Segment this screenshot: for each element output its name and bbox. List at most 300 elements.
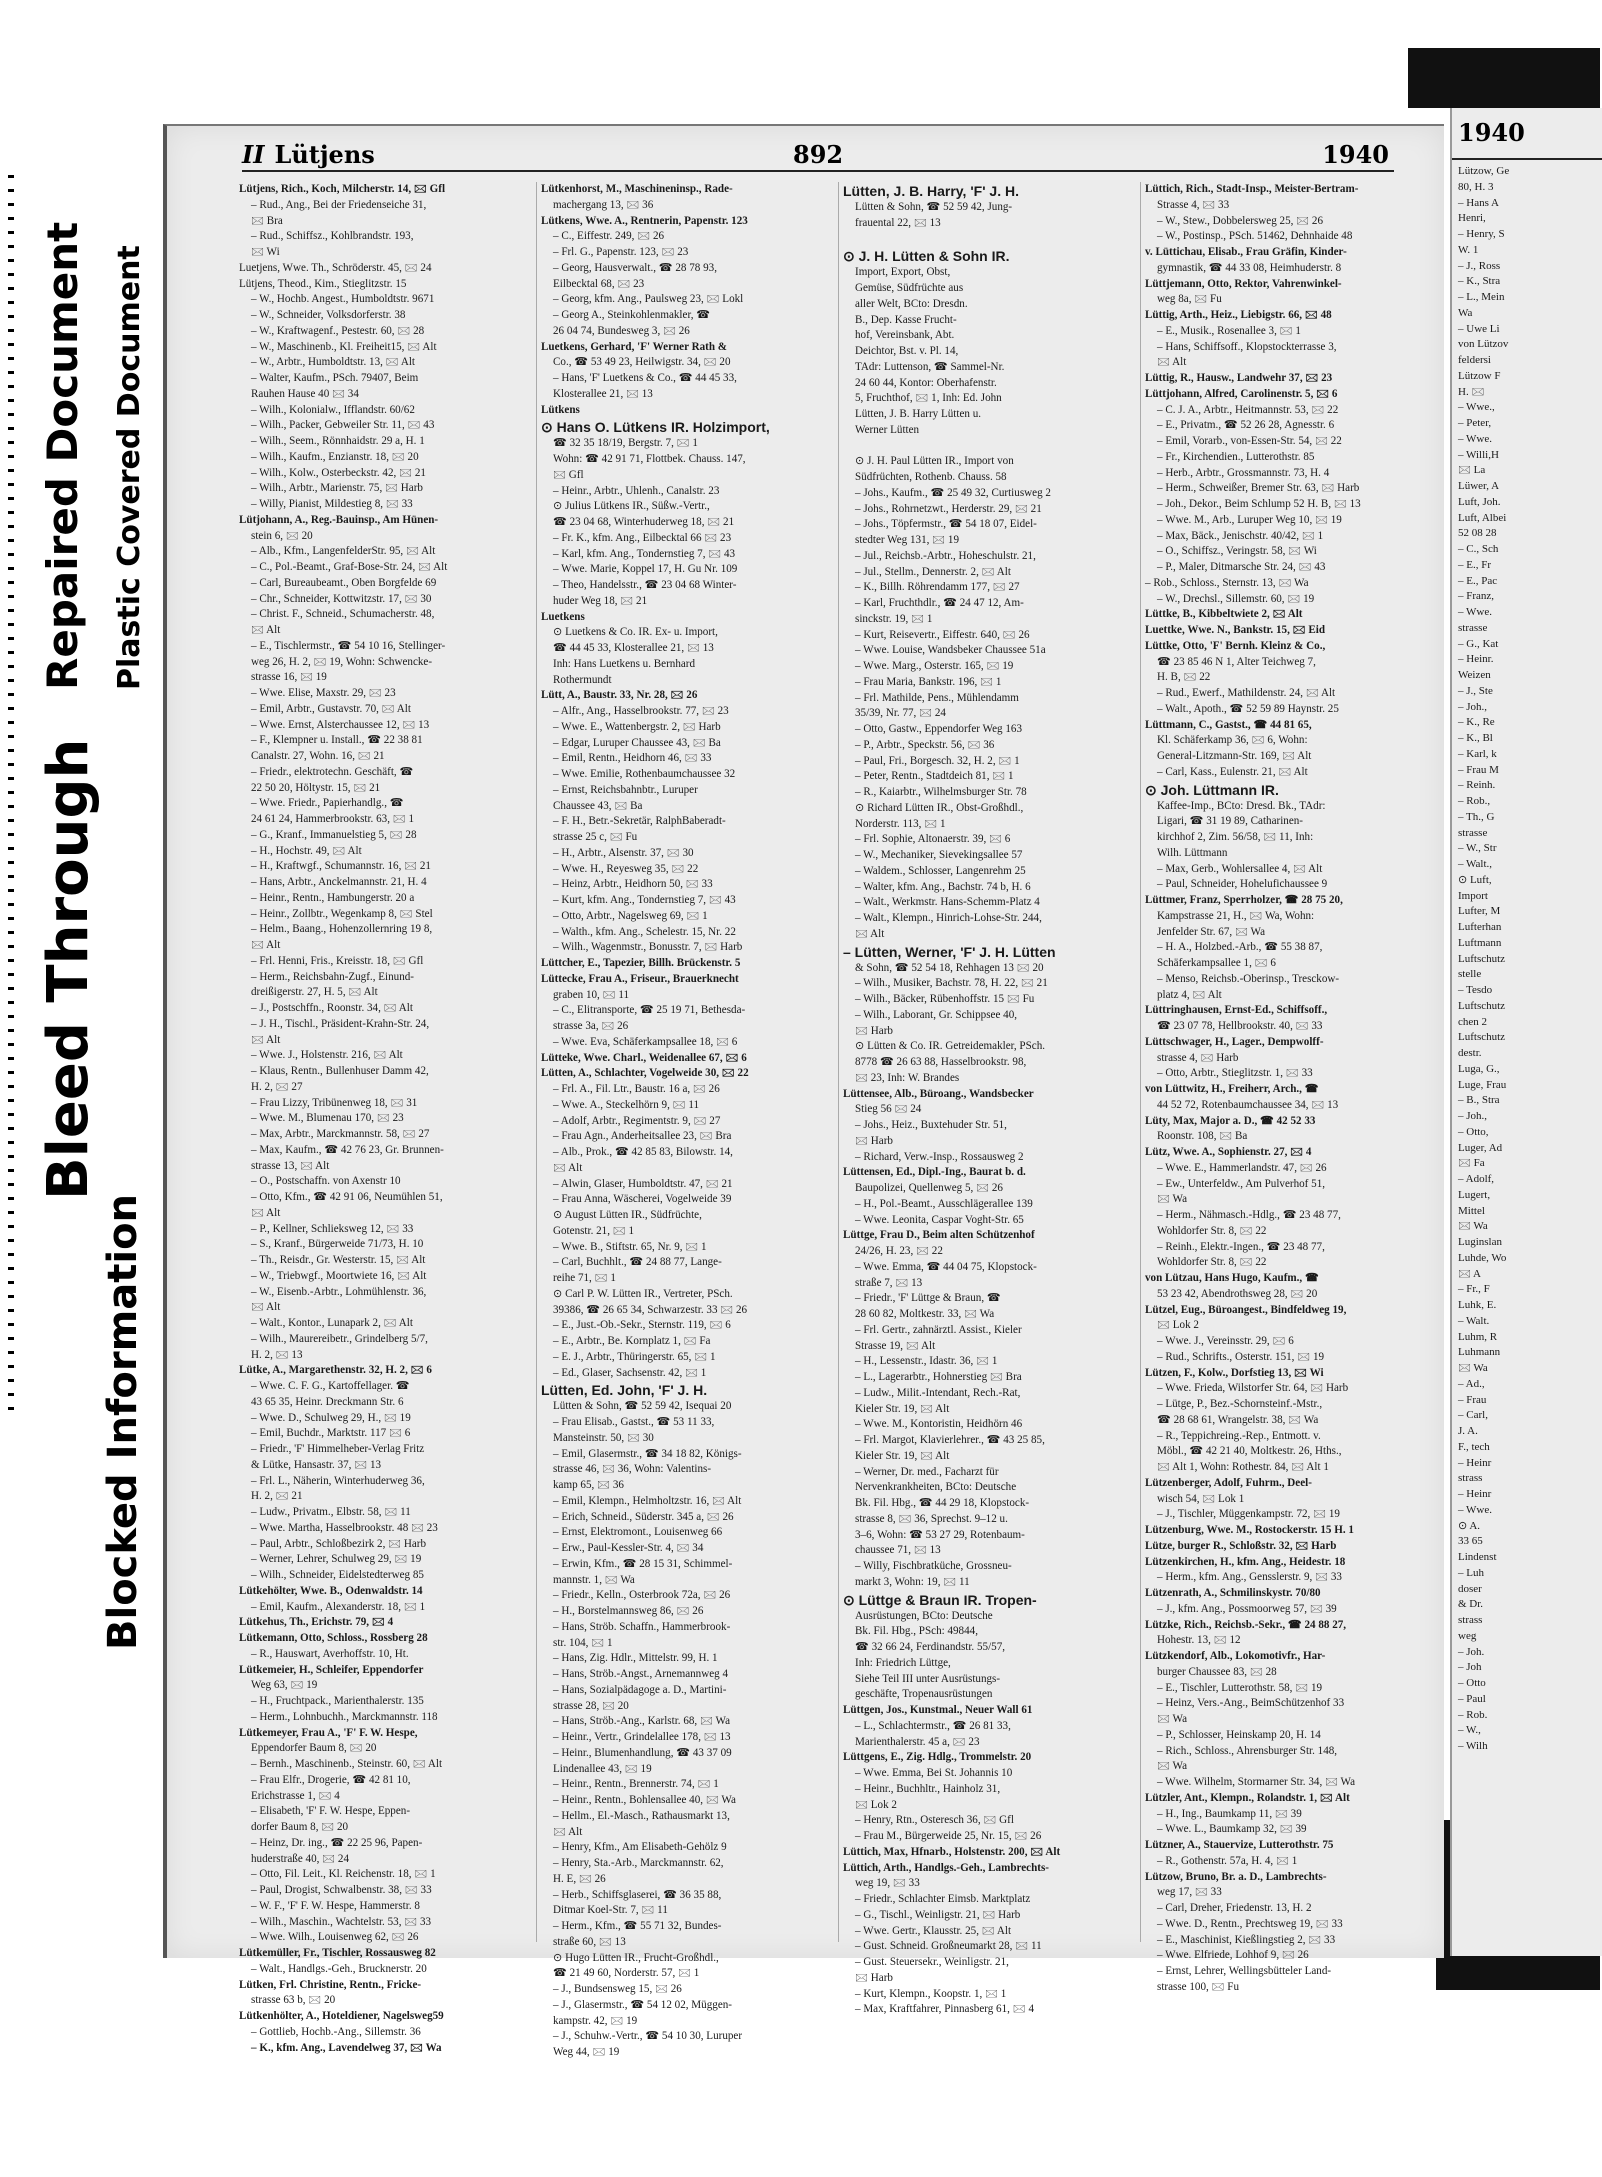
directory-entry: Deichtor, Bst. v. Pl. 14,	[855, 345, 959, 357]
directory-entry: Lüttgen, Jos., Kunstmal., Neuer Wall 61	[843, 1704, 1033, 1716]
directory-entry: – Karl, kfm. Ang., Tondernstieg 7, 🖂 43	[553, 547, 736, 560]
directory-entry: kirchhof 2, Zim. 56/58, 🖂 11, Inh:	[1157, 831, 1314, 843]
directory-entry: – Wwe. M., Arb., Luruper Weg 10, 🖂 19	[1157, 513, 1342, 526]
directory-entry: geschäfte, Tropenausrüstungen	[855, 1688, 993, 1701]
directory-entry: Möbl., ☎ 42 21 40, Moltkestr. 26, Hths.,	[1157, 1445, 1342, 1458]
directory-entry: markt 3, Wohn: 19, 🖂 11	[855, 1575, 970, 1588]
directory-entry: Lütkehölter, Wwe. B., Odenwaldstr. 14	[239, 1584, 423, 1597]
directory-entry: Lützel, Eug., Büroangest., Bindfeldweg 19,	[1145, 1303, 1347, 1316]
directory-entry: Lüttich, Rich., Stadt-Insp., Meister-Bertram-	[1145, 183, 1359, 195]
next-page-line: Lufterhan	[1458, 921, 1502, 933]
directory-entry: Roonstr. 108, 🖂 Ba	[1157, 1130, 1248, 1143]
next-page-line: – E., Pac	[1458, 574, 1498, 587]
directory-entry: – Carl, Dreher, Friedenstr. 13, H. 2	[1157, 1902, 1312, 1914]
directory-entry: straße 60, 🖂 13	[553, 1935, 626, 1948]
directory-entry: – Wwe. Gertr., Klausstr. 25, 🖂 Alt	[855, 1924, 1012, 1937]
next-page-line: – E., Fr	[1458, 558, 1491, 571]
directory-entry: Weg 44, 🖂 19	[553, 2046, 620, 2058]
next-page-line: destr.	[1458, 1047, 1482, 1059]
column-divider	[838, 182, 839, 1942]
next-page-line: – Rob.	[1458, 1708, 1488, 1721]
directory-entry: Eppendorfer Baum 8, 🖂 20	[251, 1742, 377, 1755]
directory-entry: – Wwe. E., Wattenbergstr. 2, 🖂 Harb	[553, 720, 721, 733]
directory-entry: ⊙ J. H. Paul Lütten IR., Import von	[855, 455, 1014, 468]
directory-entry: Lütt, A., Baustr. 33, Nr. 28, 🖂 26	[541, 689, 698, 702]
next-page-line: – Frau	[1458, 1393, 1487, 1406]
directory-entry: – Max, Kaufm., ☎ 42 76 23, Gr. Brunnen-	[251, 1143, 444, 1156]
next-page-line: – Carl,	[1458, 1409, 1488, 1422]
directory-entry: – Erwin, Kfm., ☎ 28 15 31, Schimmel-	[553, 1557, 733, 1570]
directory-entry: weg 26, H. 2, 🖂 19, Wohn: Schwencke-	[251, 655, 433, 668]
next-page-column	[1458, 164, 1509, 1755]
directory-entry: Erichstrasse 1, 🖂 4	[251, 1789, 340, 1802]
directory-entry: Lütken, Frl. Christine, Rentn., Fricke-	[239, 1978, 422, 1991]
directory-entry: strasse 16, 🖂 19	[251, 671, 327, 684]
directory-entry: – Frau Elfr., Drogerie, ☎ 42 81 10,	[251, 1773, 411, 1786]
directory-entry: Lüttcher, E., Tapezier, Billh. Brückenstr. 5	[541, 957, 741, 969]
directory-entry: – W., Schneider, Volksdorferstr. 38	[251, 309, 406, 321]
directory-entry: weg 8a, 🖂 Fu	[1157, 293, 1222, 306]
directory-entry: General-Litzmann-Str. 169, 🖂 Alt	[1157, 750, 1312, 762]
next-page-line: 🖂 La	[1458, 464, 1486, 477]
directory-entry: – W., Mechaniker, Sievekingsallee 57	[855, 849, 1023, 861]
directory-entry: – Frl. A., Fil. Ltr., Baustr. 16 a, 🖂 26	[553, 1083, 720, 1095]
directory-entry: Ligari, ☎ 31 19 89, Catharinen-	[1157, 815, 1303, 828]
next-page-edge	[1450, 108, 1602, 1956]
directory-entry: – Reinh., Elektr.-Ingen., ☎ 23 48 77,	[1157, 1240, 1325, 1253]
directory-entry: – Theo, Handelsstr., ☎ 23 04 68 Winter-	[553, 579, 737, 591]
directory-entry: Lütkemann, Otto, Schloss., Rossberg 28	[239, 1632, 428, 1644]
directory-entry: – Carl, Bureaubeamt., Oben Borgfelde 69	[251, 576, 437, 589]
directory-entry: – W., Arbtr., Humboldtstr. 13, 🖂 Alt	[251, 356, 415, 369]
directory-entry: – Max, Arbtr., Marckmannstr. 58, 🖂 27	[251, 1128, 430, 1140]
directory-entry: – Friedr., Kelln., Osterbrook 72a, 🖂 26	[553, 1589, 731, 1602]
directory-entry: Wohn: ☎ 42 91 71, Flottbek. Chauss. 147,	[553, 453, 746, 465]
directory-entry: – Herb., Schiffsglaserei, ☎ 36 35 88,	[553, 1888, 722, 1901]
directory-entry: – Herm., Kfm., ☎ 55 71 32, Bundes-	[553, 1920, 722, 1932]
directory-entry: 24 61 24, Hammerbrookstr. 63, 🖂 1	[251, 813, 415, 825]
directory-entry: – Alb., Prok., ☎ 42 85 83, Bilowstr. 14,	[553, 1146, 733, 1158]
directory-entry: 28 60 82, Moltkestr. 33, 🖂 Wa	[855, 1308, 995, 1320]
directory-entry: Inh: Friedrich Lüttge,	[855, 1656, 951, 1669]
directory-entry: ⊙ Luetkens & Co. IR. Ex- u. Import,	[553, 626, 718, 639]
directory-entry: – Alwin, Glaser, Humboldtstr. 47, 🖂 21	[553, 1177, 733, 1190]
directory-entry: – W., Kraftwagenf., Pestestr. 60, 🖂 28	[251, 324, 425, 337]
directory-entry: Lindenallee 43, 🖂 19	[553, 1762, 652, 1775]
directory-entry: – L., Schlachtermstr., ☎ 26 81 33,	[855, 1719, 1011, 1732]
label-bleed-through: Bleed Through	[36, 738, 101, 1200]
directory-entry: Kieler Str. 19, 🖂 Alt	[855, 1449, 950, 1462]
header-year: 1940	[1322, 140, 1389, 169]
directory-entry: Lüttjohann, Alfred, Carolinenstr. 5, 🖂 6	[1145, 387, 1338, 400]
directory-entry: – E., Musik., Rosenallee 3, 🖂 1	[1157, 324, 1301, 337]
directory-entry: – Walt., Klempn., Hinrich-Lohse-Str. 244,	[855, 912, 1042, 924]
directory-entry: – Wwe. H., Reyesweg 35, 🖂 22	[553, 862, 699, 875]
next-page-line: – Karl, k	[1458, 747, 1497, 760]
directory-entry: – E., Tischler, Lutterothstr. 58, 🖂 19	[1157, 1681, 1323, 1694]
directory-entry: strasse 63 b, 🖂 20	[251, 1994, 336, 2007]
directory-entry: Chaussee 43, 🖂 Ba	[553, 799, 643, 812]
directory-entry: – Hans, Ströb.-Angst., Arnemannweg 4	[553, 1668, 729, 1680]
directory-entry: – Frl. Margot, Klavierlehrer., ☎ 43 25 85,	[855, 1434, 1045, 1446]
directory-entry: wisch 54, 🖂 Lok 1	[1157, 1492, 1245, 1505]
directory-entry: – O., Schiffsz., Veringstr. 58, 🖂 Wi	[1157, 545, 1317, 558]
next-page-line: – Joh.	[1458, 1645, 1485, 1658]
directory-entry: – Alb., Kfm., LangenfelderStr. 95, 🖂 Alt	[251, 545, 436, 558]
directory-entry: & Lütke, Hansastr. 37, 🖂 13	[251, 1458, 382, 1471]
directory-entry: machergang 13, 🖂 36	[553, 198, 654, 211]
directory-entry: Lütteke, Wwe. Charl., Weidenallee 67, 🖂 6	[541, 1051, 747, 1064]
directory-page	[163, 124, 1444, 2058]
next-page-line: Luginslan	[1458, 1236, 1502, 1248]
directory-entry: – Wwe. M., Blumenau 170, 🖂 23	[251, 1112, 404, 1125]
next-page-line: chen 2	[1458, 1015, 1488, 1028]
next-page-line: – K., Bl	[1458, 732, 1493, 744]
directory-entry: Hohestr. 13, 🖂 12	[1157, 1634, 1241, 1647]
next-page-line: – J., Ste	[1458, 684, 1493, 697]
directory-entry: – Wwe. Elfriede, Lohhof 9, 🖂 26	[1157, 1949, 1309, 1962]
directory-entry: strasse 100, 🖂 Fu	[1157, 1980, 1240, 1993]
directory-entry: – Wilh., Packer, Gebweiler Str. 11, 🖂 43	[251, 419, 435, 432]
directory-entry: 🖂 Alt 1, Wohn: Rothestr. 84, 🖂 Alt 1	[1157, 1461, 1329, 1473]
column-divider	[536, 182, 537, 1942]
next-page-line: Luge, Frau	[1458, 1078, 1507, 1091]
directory-entry: – Wwe. Friedr., Papierhandlg., ☎	[251, 797, 404, 810]
directory-entry: – Emil, Klempn., Helmholtzstr. 16, 🖂 Alt	[553, 1494, 742, 1507]
directory-entry: – Elisabeth, 'F' F. W. Hespe, Eppen-	[251, 1805, 411, 1818]
directory-entry: – Wilh., Kaufm., Enzianstr. 18, 🖂 20	[251, 450, 419, 463]
directory-entry: – Willy, Pianist, Mildestieg 8, 🖂 33	[251, 498, 413, 510]
next-page-line: Luga, G.,	[1458, 1062, 1500, 1075]
directory-entry: – Herm., Lohnbuchh., Marckmannstr. 118	[251, 1710, 438, 1723]
directory-entry: – Frau M., Bürgerweide 25, Nr. 15, 🖂 26	[855, 1830, 1042, 1842]
directory-entry: ☎ 23 85 46 N 1, Alter Teichweg 7,	[1157, 655, 1316, 668]
directory-entry: – C., Pol.-Beamt., Graf-Bose-Str. 24, 🖂 Alt	[251, 561, 448, 573]
directory-entry: Lütjohann, A., Reg.-Bauinsp., Am Hünen-	[239, 513, 439, 526]
directory-entry: Stieg 56 🖂 24	[855, 1103, 922, 1116]
directory-entry: – Kurt, Reisevertr., Eiffestr. 640, 🖂 26	[855, 628, 1030, 641]
directory-entry: – Herm., Reichsbahn-Zugf., Einund-	[251, 970, 414, 983]
directory-entry: Import, Export, Obst,	[855, 266, 951, 279]
directory-entry: – Wwe. C. F. G., Kartoffellager. ☎	[251, 1380, 410, 1392]
next-page-line: – Tesdo	[1458, 984, 1493, 996]
next-page-line: strasse	[1458, 621, 1488, 634]
directory-entry: 5, Fruchthof, 🖂 1, Inh: Ed. John	[855, 392, 1002, 405]
directory-entry: – Erich, Schneid., Süderstr. 345 a, 🖂 26	[553, 1510, 734, 1523]
next-page-line: H. 🖂	[1458, 385, 1485, 398]
directory-entry: – Wwe. Wilh., Louisenweg 62, 🖂 26	[251, 1931, 419, 1944]
next-page-line: & Dr.	[1458, 1598, 1484, 1611]
directory-entry: – H., Fruchtpack., Marienthalerstr. 135	[251, 1695, 424, 1707]
directory-entry: – Menso, Reichsb.-Oberinsp., Tresckow-	[1157, 972, 1340, 985]
directory-entry: – Heinr., Blumenhandlung, ☎ 43 37 09	[553, 1746, 732, 1759]
directory-entry: – Frl. Henni, Fris., Kreisstr. 18, 🖂 Gfl	[251, 954, 424, 967]
directory-entry: Lützke, Rich., Reichsb.-Sekr., ☎ 24 88 27,	[1145, 1618, 1347, 1631]
directory-entry: – Heinr., Arbtr., Uhlenh., Canalstr. 23	[553, 484, 720, 497]
directory-entry: – Edgar, Luruper Chaussee 43, 🖂 Ba	[553, 736, 721, 749]
directory-entry: – Jul., Reichsb.-Arbtr., Hoheschulstr. 21,	[855, 549, 1036, 562]
directory-entry: – Walter, kfm. Ang., Bachstr. 74 b, H. 6	[855, 880, 1031, 893]
directory-entry: – Walter, Kaufm., PSch. 79407, Beim	[251, 372, 419, 384]
directory-entry: – Rud., Schrifts., Osterstr. 151, 🖂 19	[1157, 1350, 1325, 1363]
directory-entry: – J., kfm. Ang., Possmoorweg 57, 🖂 39	[1157, 1602, 1337, 1615]
directory-entry: ⊙ Hugo Lütten IR., Frucht-Großhdl.,	[553, 1951, 719, 1964]
directory-entry: H. E, 🖂 26	[553, 1872, 606, 1885]
directory-entry: 🖂 23, Inh: W. Brandes	[855, 1071, 960, 1084]
directory-entry: – P., Schlosser, Heinskamp 20, H. 14	[1157, 1728, 1321, 1741]
directory-entry: Lütkens	[541, 403, 580, 416]
directory-entry: – H., Kraftwgf., Schumannstr. 16, 🖂 21	[251, 860, 431, 873]
next-page-line: – Walt.,	[1458, 858, 1493, 870]
directory-entry: – Heinr., Zollbtr., Wegenkamp 8, 🖂 Stel	[251, 907, 433, 920]
directory-entry: straße 7, 🖂 13	[855, 1276, 923, 1289]
directory-entry: ⊙ Hans O. Lütkens IR. Holzimport,	[541, 419, 770, 436]
directory-column-4	[1145, 182, 1435, 1993]
directory-entry: – Wilh., Laborant, Gr. Schippsee 40,	[855, 1008, 1018, 1021]
directory-entry: Norderstr. 113, 🖂 1	[855, 817, 946, 830]
directory-entry: Lüttge, Frau D., Beim alten Schützenhof	[843, 1229, 1035, 1242]
directory-entry: ☎ 28 68 61, Wrangelstr. 38, 🖂 Wa	[1157, 1413, 1319, 1426]
directory-entry: – Heinr., Buchhltr., Hainholz 31,	[855, 1782, 1001, 1795]
page-header	[167, 134, 1444, 174]
header-name: Lütjens	[274, 140, 375, 169]
directory-entry: Lütten, J. B. Harry Lütten u.	[855, 408, 982, 420]
directory-entry: – Gottlieb, Hochb.-Ang., Sillemstr. 36	[251, 2025, 421, 2038]
directory-entry: – C. J. A., Arbtr., Heitmannstr. 53, 🖂 22	[1157, 403, 1339, 416]
directory-entry: Canalstr. 27, Wohn. 16, 🖂 21	[251, 750, 385, 762]
next-page-line: – W.,	[1458, 1724, 1481, 1737]
next-page-line: 80, H. 3	[1458, 180, 1494, 193]
directory-entry: – H., Hochstr. 49, 🖂 Alt	[251, 844, 362, 857]
directory-entry: – Wwe. Ernst, Alsterchaussee 12, 🖂 13	[251, 718, 430, 731]
next-page-line: – L., Mein	[1458, 291, 1505, 303]
directory-entry: – Emil, Glasermstr., ☎ 34 18 82, Königs-	[553, 1447, 742, 1460]
directory-entry: Gotenstr. 21, 🖂 1	[553, 1224, 635, 1237]
next-page-line: – Joh.,	[1458, 700, 1488, 713]
directory-entry: 43 65 35, Heinr. Dreckmann Str. 6	[251, 1395, 404, 1408]
directory-entry: H. 2, 🖂 13	[251, 1348, 303, 1361]
directory-entry: Lützler, Ant., Klempn., Rolandstr. 1, 🖂 Alt	[1145, 1791, 1350, 1804]
next-page-line: J. A.	[1458, 1425, 1478, 1437]
directory-entry: kampstr. 42, 🖂 19	[553, 2014, 638, 2027]
next-page-line: strass	[1458, 1472, 1483, 1485]
directory-entry: – Herb., Arbtr., Grossmannstr. 73, H. 4	[1157, 466, 1330, 479]
directory-entry: Südfrüchten, Rothenb. Chauss. 58	[855, 471, 1007, 483]
directory-entry: – Werner, Dr. med., Facharzt für	[855, 1465, 999, 1478]
directory-entry: – K., kfm. Ang., Lavendelweg 37, 🖂 Wa	[251, 2041, 442, 2054]
label-plastic-covered-document: Plastic Covered Document	[112, 245, 147, 690]
directory-entry: chaussee 71, 🖂 13	[855, 1544, 941, 1557]
directory-entry: Mansteinstr. 50, 🖂 30	[553, 1431, 654, 1444]
directory-entry: Lüttmann, C., Gastst., ☎ 44 81 65,	[1145, 718, 1312, 731]
directory-entry: Kl. Schäferkamp 36, 🖂 6, Wohn:	[1157, 734, 1308, 747]
directory-entry: – Kurt, kfm. Ang., Tondernstieg 7, 🖂 43	[553, 894, 736, 906]
directory-entry: Lüty, Max, Major a. D., ☎ 42 52 33	[1145, 1114, 1316, 1127]
directory-entry: – P., Maler, Ditmarsche Str. 24, 🖂 43	[1157, 561, 1326, 573]
directory-entry: Lütkehus, Th., Erichstr. 79, 🖂 4	[239, 1616, 394, 1629]
directory-entry: – Emil, Kaufm., Alexanderstr. 18, 🖂 1	[251, 1600, 426, 1613]
directory-entry: Nervenkrankheiten, BCto: Deutsche	[855, 1481, 1017, 1494]
next-page-line: stelle	[1458, 968, 1482, 981]
next-page-line: – Fr., F	[1458, 1283, 1490, 1296]
directory-entry: Lüttensen, Ed., Dipl.-Ing., Baurat b. d.	[843, 1166, 1026, 1179]
next-page-line: – Th., G	[1458, 810, 1495, 823]
directory-entry: – Frau Elisab., Gastst., ☎ 53 11 33,	[553, 1416, 715, 1428]
directory-entry: – Alfr., Ang., Hasselbrookstr. 77, 🖂 23	[553, 705, 729, 717]
directory-entry: – Emil, Buchdr., Marktstr. 117 🖂 6	[251, 1427, 411, 1440]
scan-tick-line	[8, 175, 14, 1415]
directory-entry: Lütten & Sohn, ☎ 52 59 42, Jung-	[855, 201, 1013, 213]
next-page-line: Luhmann	[1458, 1346, 1501, 1359]
directory-entry: – Frl. Sophie, Altonaerstr. 39, 🖂 6	[855, 833, 1011, 846]
directory-entry: Rauhen Hause 40 🖂 34	[251, 387, 359, 400]
directory-entry: – Walt., Werkmstr. Hans-Schemm-Platz 4	[855, 896, 1040, 909]
directory-entry: – Herm., Schweißer, Bremer Str. 63, 🖂 Harb	[1157, 482, 1360, 495]
directory-entry: 🖂 Alt	[251, 1206, 281, 1219]
directory-entry: 🖂 Wa	[1157, 1193, 1188, 1206]
directory-entry: Strasse 19, 🖂 Alt	[855, 1339, 936, 1352]
directory-entry: – Ludw., Milit.-Intendant, Rech.-Rat,	[855, 1386, 1021, 1399]
directory-entry: mannstr. 1, 🖂 Wa	[553, 1573, 635, 1586]
directory-entry: – Walt., Kontor., Lunapark 2, 🖂 Alt	[251, 1317, 413, 1329]
directory-entry: dreißigerstr. 27, H. 5, 🖂 Alt	[251, 986, 378, 999]
directory-entry: TAdr: Luttenson, ☎ Sammel-Nr.	[855, 360, 1005, 373]
directory-entry: Jenfelder Str. 67, 🖂 Wa	[1157, 925, 1266, 938]
directory-entry: – Rich., Schloss., Ahrensburger Str. 148,	[1157, 1744, 1338, 1757]
directory-entry: – Henry, Rtn., Osteresch 36, 🖂 Gfl	[855, 1814, 1014, 1827]
directory-entry: – Ed., Glaser, Sachsenstr. 42, 🖂 1	[553, 1366, 707, 1379]
next-page-line: – Otto,	[1458, 1125, 1489, 1138]
column-divider	[1140, 182, 1141, 1942]
next-page-line: Luftschutz	[1458, 999, 1506, 1012]
directory-entry: – Wwe. Emilie, Rothenbaumchaussee 32	[553, 768, 736, 780]
directory-entry: & Sohn, ☎ 52 54 18, Rehhagen 13 🖂 20	[855, 961, 1044, 974]
directory-entry: – C., Eiffestr. 249, 🖂 26	[553, 230, 665, 243]
directory-entry: – W., Stew., Dobbelersweg 25, 🖂 26	[1157, 214, 1324, 227]
directory-entry: – E., Tischlermstr., ☎ 54 10 16, Stellinger-	[251, 639, 446, 652]
directory-entry: – J., Bundsensweg 15, 🖂 26	[553, 1983, 682, 1995]
directory-entry: – Heinz, Arbtr., Heidhorn 50, 🖂 33	[553, 878, 713, 891]
directory-entry: – Emil, Rentn., Heidhorn 46, 🖂 33	[553, 752, 712, 765]
scan-black-tab-top	[1408, 48, 1600, 108]
directory-entry: – Frl. Mathilde, Pens., Mühlendamm	[855, 691, 1019, 704]
next-page-line: Luhk, E.	[1458, 1299, 1497, 1311]
directory-entry: Lüttich, Arth., Handlgs.-Geh., Lambrechts-	[843, 1861, 1049, 1874]
directory-entry: – Wilh., Maschin., Wachtelstr. 53, 🖂 33	[251, 1915, 432, 1928]
directory-entry: 🖂 Wi	[251, 246, 280, 258]
header-rule	[242, 170, 1394, 172]
directory-entry: – S., Kranf., Bürgerweide 71/73, H. 10	[251, 1238, 424, 1251]
directory-entry: 🖂 Alt	[251, 624, 281, 636]
next-page-line: – Wilh	[1458, 1740, 1488, 1752]
directory-entry: – Hans, Ströb.-Ang., Karlstr. 68, 🖂 Wa	[553, 1715, 731, 1728]
directory-entry: – Hans, Ströb. Schaffn., Hammerbrook-	[553, 1620, 731, 1633]
directory-entry: Lüttjemann, Otto, Rektor, Vahrenwinkel-	[1145, 277, 1342, 290]
label-repaired-document: Repaired Document	[38, 221, 87, 690]
directory-entry: – Wwe. B., Stiftstr. 65, Nr. 9, 🖂 1	[553, 1240, 707, 1253]
next-page-line: – Peter,	[1458, 417, 1492, 429]
directory-entry: 🖂 Alt	[855, 927, 885, 940]
directory-entry: huderstraße 40, 🖂 24	[251, 1852, 350, 1865]
directory-entry: graben 10, 🖂 11	[553, 988, 630, 1001]
directory-entry: – Christ. F., Schneid., Schumacherstr. 48,	[251, 608, 435, 621]
next-page-line: – C., Sch	[1458, 543, 1499, 555]
directory-entry: – Wwe. D., Rentn., Prechtsweg 19, 🖂 33	[1157, 1917, 1343, 1930]
next-page-line: – Franz,	[1458, 590, 1495, 603]
directory-entry: Luetkens, Gerhard, 'F' Werner Rath &	[541, 340, 728, 353]
next-page-line: – Wwe.	[1458, 1503, 1493, 1516]
directory-entry: von Lüttwitz, H., Freiherr, Arch., ☎	[1145, 1083, 1319, 1095]
directory-entry: 35/39, Nr. 77, 🖂 24	[855, 707, 946, 720]
next-page-line: Wa	[1458, 306, 1473, 319]
directory-entry: Lütten, A., Schlachter, Vogelweide 30, 🖂 22	[541, 1067, 749, 1080]
directory-entry: – H., Ing., Baumkamp 11, 🖂 39	[1157, 1807, 1302, 1820]
directory-entry: Lüttig, Arth., Heiz., Liebigstr. 66, 🖂 48	[1145, 309, 1332, 321]
directory-entry: – Wwe. D., Schulweg 29, H., 🖂 19	[251, 1411, 411, 1424]
directory-entry: Rothermundt	[553, 673, 612, 686]
directory-entry: Lüttensee, Alb., Büroang., Wandsbecker	[843, 1087, 1034, 1100]
directory-entry: – C., Elitransporte, ☎ 25 19 71, Bethesda-	[553, 1004, 746, 1017]
directory-entry	[843, 439, 1133, 455]
directory-entry: str. 104, 🖂 1	[553, 1636, 613, 1649]
directory-entry: – Hans, Arbtr., Anckelmannstr. 21, H. 4	[251, 876, 427, 888]
directory-entry: 🖂 Alt	[553, 1161, 583, 1174]
next-page-line: Luhm, R	[1458, 1330, 1498, 1343]
directory-entry: Lüttecke, Frau A., Friseur., Brauerknecht	[541, 972, 739, 985]
directory-entry: – Georg, kfm. Ang., Paulsweg 23, 🖂 Lokl	[553, 293, 744, 306]
next-page-line: 🖂 Fa	[1458, 1157, 1485, 1170]
directory-column-3	[843, 182, 1133, 2016]
directory-entry: – Johs., Kaufm., ☎ 25 49 32, Curtiusweg 2	[855, 486, 1051, 499]
directory-entry: – Otto, Kfm., ☎ 42 91 06, Neumühlen 51,	[251, 1191, 443, 1203]
directory-column-1	[239, 182, 529, 2054]
directory-entry: Lüttgens, E., Zig. Hdlg., Trommelstr. 20	[843, 1751, 1032, 1764]
directory-entry: – Carl, Kass., Eulenstr. 21, 🖂 Alt	[1157, 765, 1308, 778]
directory-entry: – Adolf, Arbtr., Regimentstr. 9, 🖂 27	[553, 1114, 721, 1127]
directory-entry: – Friedr., 'F' Himmelheber-Verlag Fritz	[251, 1443, 425, 1455]
directory-entry: ☎ 32 66 24, Ferdinandstr. 55/57,	[855, 1641, 1006, 1653]
next-page-line: Luftschutz	[1458, 952, 1506, 965]
directory-entry: – Lütten, Werner, 'F' J. H. Lütten	[843, 943, 1056, 960]
directory-entry: Lützenkirchen, H., kfm. Ang., Heidestr. 18	[1145, 1555, 1346, 1568]
next-page-line: von Lützov	[1458, 338, 1509, 351]
next-page-line: doser	[1458, 1582, 1482, 1595]
directory-entry: Luetkens	[541, 610, 585, 623]
directory-entry: Ditmar Koel-Str. 7, 🖂 11	[553, 1904, 668, 1917]
next-page-line: Mittel	[1458, 1204, 1485, 1217]
next-page-line: – Frau M	[1458, 763, 1499, 776]
directory-entry: – Klaus, Rentn., Bullenhuser Damm 42,	[251, 1065, 429, 1077]
directory-entry: – K., Billh. Röhrendamm 177, 🖂 27	[855, 581, 1020, 594]
directory-entry: 🖂 Alt	[251, 939, 281, 951]
directory-entry: Lüttke, B., Kibbeltwiete 2, 🖂 Alt	[1145, 608, 1303, 621]
directory-entry: – Werner, Lehrer, Schulweg 29, 🖂 19	[251, 1553, 422, 1566]
directory-entry: Lützenrath, A., Schmilinskystr. 70/80	[1145, 1587, 1321, 1599]
next-page-line: – K., Stra	[1458, 275, 1501, 288]
directory-entry: Bk. Fil. Hbg., ☎ 44 29 18, Klopstock-	[855, 1497, 1030, 1509]
next-page-line: Lützow, Ge	[1458, 165, 1510, 177]
directory-entry: – Frl. Gertr., zahnärztl. Assist., Kieler	[855, 1323, 1022, 1336]
directory-entry: 53 23 42, Abendrothsweg 28, 🖂 20	[1157, 1287, 1318, 1300]
directory-entry: – P., Arbtr., Speckstr. 56, 🖂 36	[855, 738, 995, 751]
directory-entry: Lütkemeyer, Frau A., 'F' F. W. Hespe,	[239, 1726, 418, 1739]
directory-entry: – Friedr., 'F' Lüttge & Braun, ☎	[855, 1292, 1001, 1305]
next-page-line: Lufter, M	[1458, 905, 1501, 918]
directory-entry: – Walt., Handlgs.-Geh., Brucknerstr. 20	[251, 1962, 427, 1975]
directory-entry: – Frau Anna, Wäscherei, Vogelweide 39	[553, 1193, 732, 1206]
directory-entry: – Ludw., Privatm., Elbstr. 58, 🖂 11	[251, 1506, 411, 1518]
next-page-line: – Otto	[1458, 1677, 1486, 1689]
